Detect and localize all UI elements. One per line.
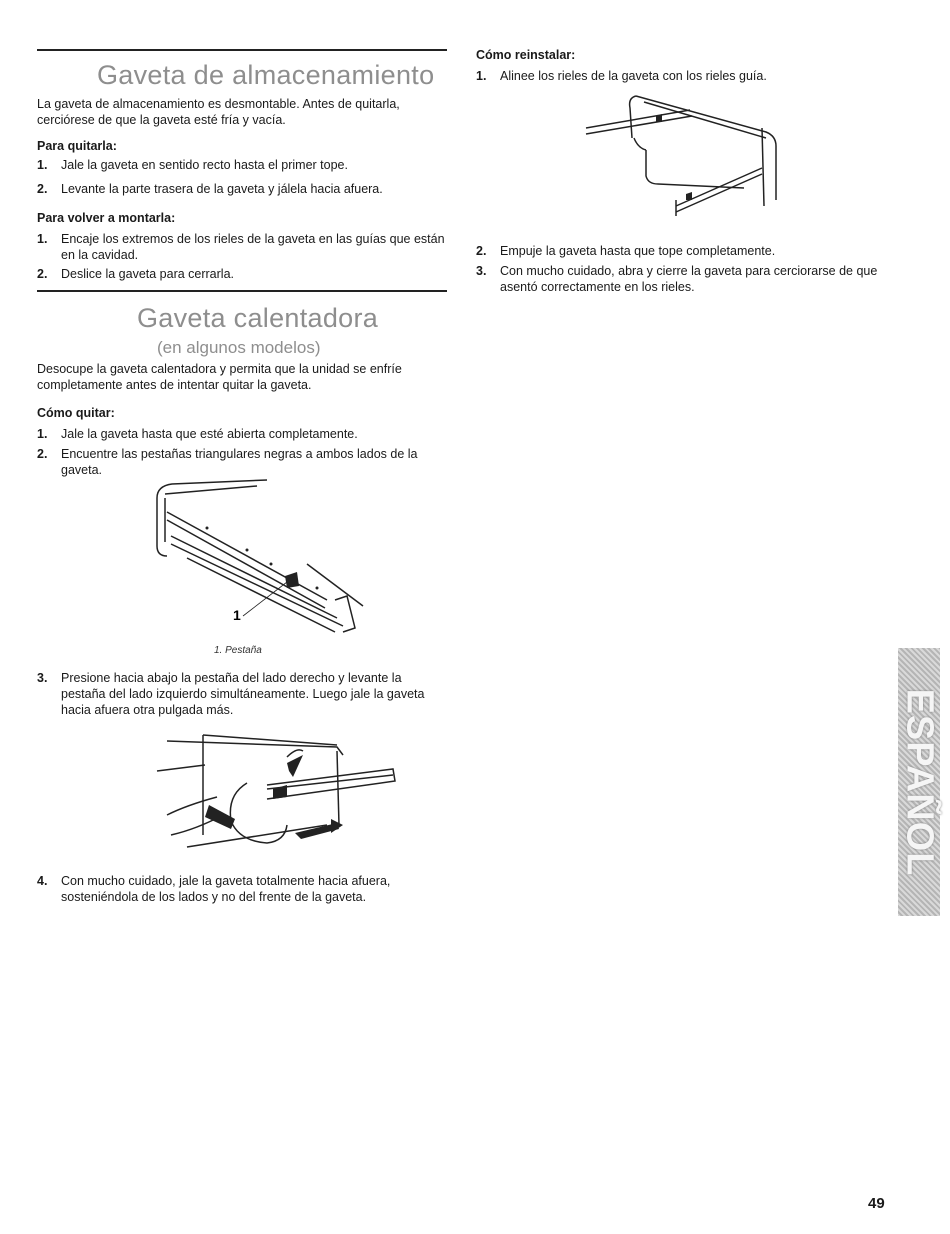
warming-drawer-subtitle: (en algunos modelos) xyxy=(157,338,321,357)
storage-drawer-title: Gaveta de almacenamiento xyxy=(97,60,435,90)
figure-callout: 1 xyxy=(233,607,241,623)
list-item: 1. Jale la gaveta hasta que esté abierta completamente. xyxy=(37,427,358,441)
section-rule xyxy=(37,49,447,51)
section-rule xyxy=(37,290,447,292)
drawer-rails-illustration xyxy=(566,88,796,228)
remove-heading: Para quitarla: xyxy=(37,139,117,153)
drawer-lift-illustration xyxy=(127,725,427,865)
language-label: ESPAÑOL xyxy=(898,688,941,876)
list-item: 2. Encuentre las pestañas triangulares negras a ambos lados de la gaveta. xyxy=(37,447,418,477)
list-item: 1. Encaje los extremos de los rieles de la gaveta en las guías que están en la cavidad. xyxy=(37,232,445,262)
list-item: 3. Presione hacia abajo la pestaña del lado derecho y levante la pestaña del lado izquierdo simultáneamente. Luego jale la gaveta hacia afuera otra pulgada más. xyxy=(37,671,425,717)
warming-intro: Desocupe la gaveta calentadora y permita que la unidad se enfríe completamente antes de intentar quitar la gaveta. xyxy=(37,362,402,392)
list-item: 2. Levante la parte trasera de la gaveta y jálela hacia afuera. xyxy=(37,182,383,196)
list-item: 2. Deslice la gaveta para cerrarla. xyxy=(37,267,234,281)
storage-intro: La gaveta de almacenamiento es desmontable. Antes de quitarla, cerciórese de que la gaveta esté fría y vacía. xyxy=(37,97,400,127)
reinstall-heading: Cómo reinstalar: xyxy=(476,48,576,62)
warming-drawer-title: Gaveta calentadora xyxy=(137,303,379,333)
list-item: 4. Con mucho cuidado, jale la gaveta totalmente hacia afuera, sosteniéndola de los lados y no del frente de la gaveta. xyxy=(37,874,391,904)
how-remove-heading: Cómo quitar: xyxy=(37,406,115,420)
list-item: 1. Jale la gaveta en sentido recto hasta el primer tope. xyxy=(37,158,348,172)
list-item: 2. Empuje la gaveta hasta que tope completamente. xyxy=(476,244,776,258)
page-number: 49 xyxy=(868,1195,885,1212)
list-item: 1. Alinee los rieles de la gaveta con los rieles guía. xyxy=(476,69,767,83)
figure-caption: 1. Pestaña xyxy=(214,645,262,656)
drawer-tab-illustration xyxy=(147,478,377,638)
replace-heading: Para volver a montarla: xyxy=(37,211,176,225)
list-item: 3. Con mucho cuidado, abra y cierre la gaveta para cerciorarse de que asentó correctamente en los rieles. xyxy=(476,264,878,294)
language-side-tab xyxy=(898,648,940,916)
